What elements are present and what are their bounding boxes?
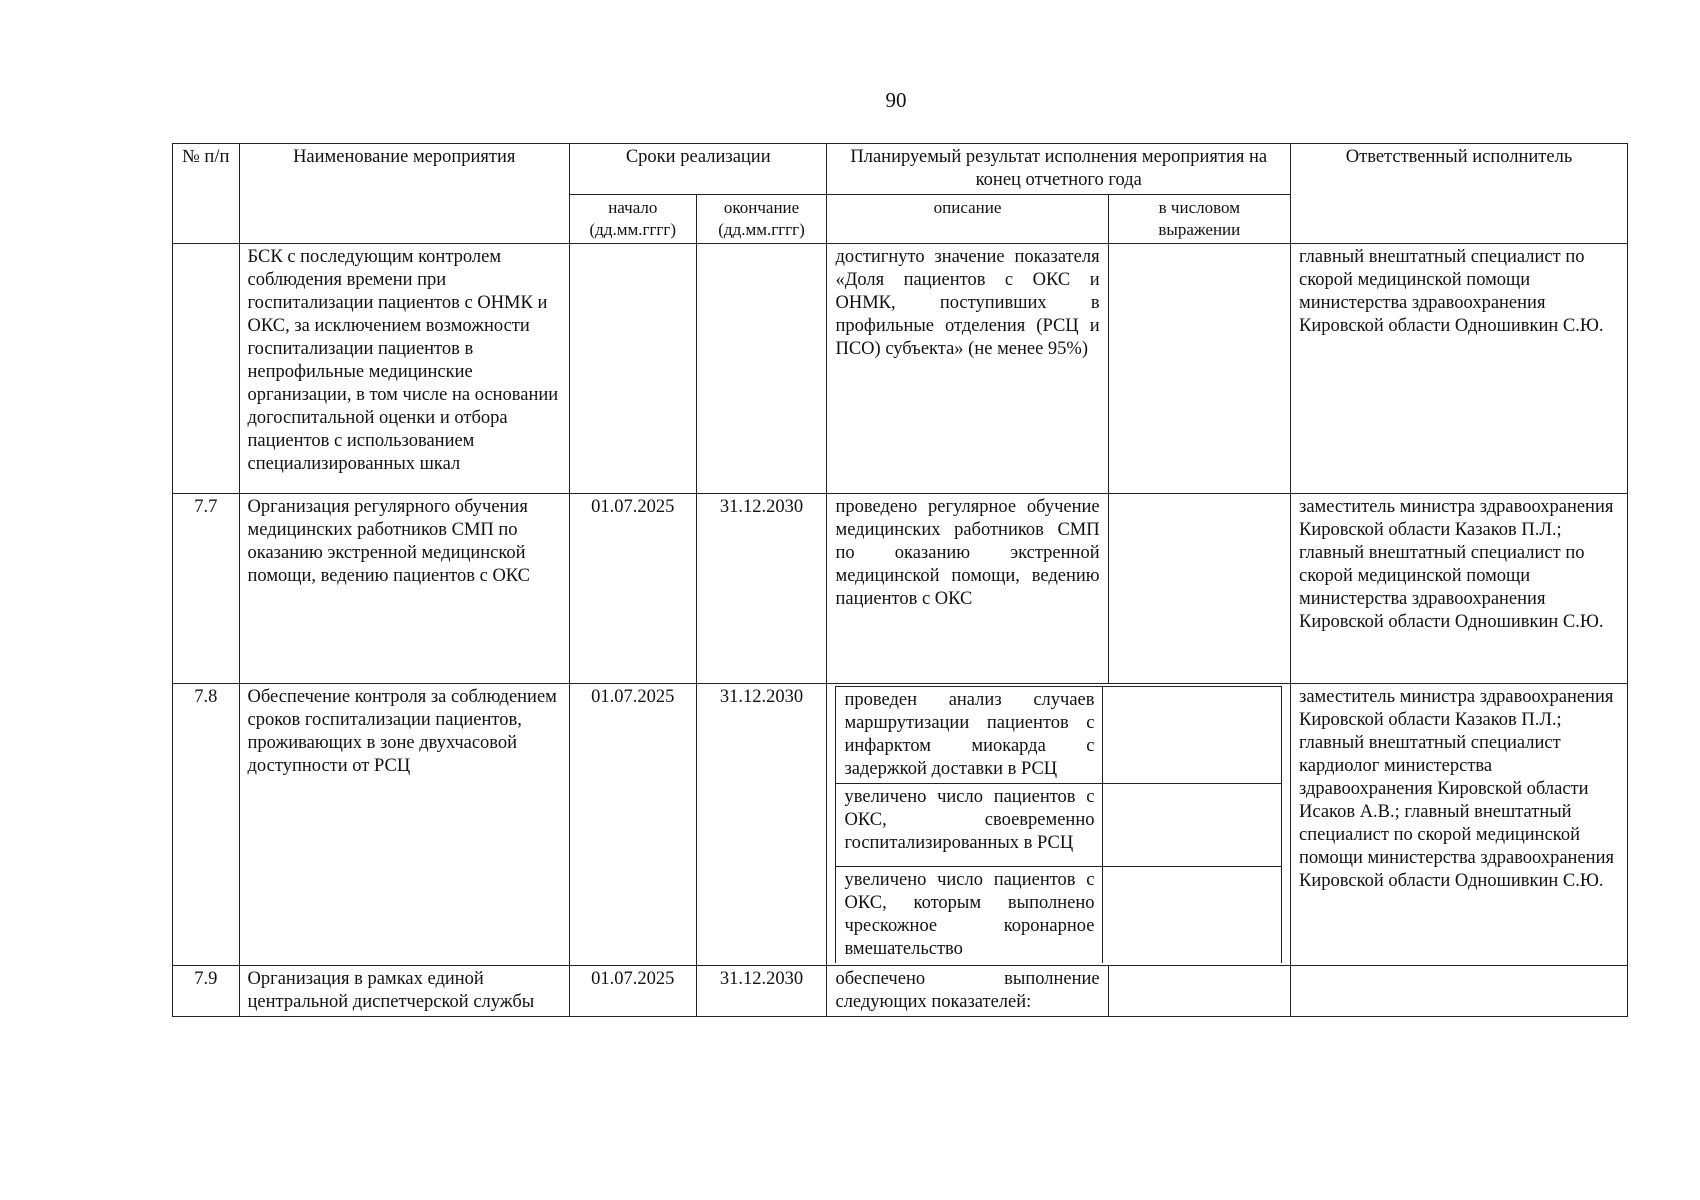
action-plan-table <box>172 143 1628 1017</box>
result-subrow <box>836 784 1282 867</box>
row-result-desc: достигнуто значение показателя «Доля пациентов с ОКС и ОНМК, поступивших в профильные отделения (РСЦ и ПСО) субъекта» (не менее 95%) <box>827 244 1108 494</box>
row-result-value <box>1103 784 1282 867</box>
table-row <box>173 684 1628 966</box>
row-result-value <box>1108 244 1290 494</box>
header-num: № п/п <box>173 144 240 244</box>
header-name: Наименование мероприятия <box>239 144 569 244</box>
row-end <box>696 244 827 494</box>
header-value: в числовом выражении <box>1108 195 1290 244</box>
header-start: начало (дд.мм.гггг) <box>569 195 696 244</box>
row-name: Организация в рамках единой центральной диспетчерской службы <box>239 966 569 1017</box>
header-terms: Сроки реализации <box>569 144 827 195</box>
row-result-desc: увеличено число пациентов с ОКС, которым выполнено чрескожное коронарное вмешательство <box>836 867 1103 964</box>
table-row <box>173 966 1628 1017</box>
page-number: 90 <box>885 88 907 112</box>
row-result-desc: увеличено число пациентов с ОКС, своевременно госпитализированных в РСЦ <box>836 784 1103 867</box>
row-result-desc: проведено регулярное обучение медицинских работников СМП по оказанию экстренной медицинской помощи, ведению пациентов с ОКС <box>827 494 1108 684</box>
row-end: 31.12.2030 <box>696 494 827 684</box>
header-result: Планируемый результат исполнения мероприятия на конец отчетного года <box>827 144 1291 195</box>
row-start <box>569 244 696 494</box>
table-row <box>173 494 1628 684</box>
results-subtable <box>835 686 1282 963</box>
row-result-desc: проведен анализ случаев маршрутизации пациентов с инфарктом миокарда с задержкой доставки в РСЦ <box>836 687 1103 784</box>
header-desc: описание <box>827 195 1108 244</box>
row-responsible <box>1291 966 1628 1017</box>
row-end: 31.12.2030 <box>696 684 827 966</box>
row-result-value <box>1108 494 1290 684</box>
row-name: БСК с последующим контролем соблюдения времени при госпитализации пациентов с ОНМК и ОКС, за исключением возможности госпитализации пациентов в непрофильные медицинские организации, в том числе на основании догоспитальной оценки и отбора пациентов с использованием специализированных шкал <box>239 244 569 494</box>
row-result-desc: обеспечено выполнение следующих показателей: <box>827 966 1108 1017</box>
row-end: 31.12.2030 <box>696 966 827 1017</box>
row-results-group <box>827 684 1291 966</box>
row-start: 01.07.2025 <box>569 684 696 966</box>
row-name: Организация регулярного обучения медицинских работников СМП по оказанию экстренной медицинской помощи, ведению пациентов с ОКС <box>239 494 569 684</box>
header-row-1 <box>173 144 1628 195</box>
row-responsible: заместитель министра здравоохранения Кировской области Казаков П.Л.; главный внештатный специалист по скорой медицинской помощи министерства здравоохранения Кировской области Одношивкин С.Ю. <box>1291 494 1628 684</box>
header-end: окончание (дд.мм.гггг) <box>696 195 827 244</box>
row-start: 01.07.2025 <box>569 966 696 1017</box>
header-responsible: Ответственный исполнитель <box>1291 144 1628 244</box>
row-result-value <box>1103 867 1282 964</box>
row-num <box>173 244 240 494</box>
row-result-value <box>1103 687 1282 784</box>
table-row <box>173 244 1628 494</box>
row-num: 7.8 <box>173 684 240 966</box>
row-result-value <box>1108 966 1290 1017</box>
result-subrow <box>836 867 1282 964</box>
row-start: 01.07.2025 <box>569 494 696 684</box>
row-responsible: главный внештатный специалист по скорой медицинской помощи министерства здравоохранения Кировской области Одношивкин С.Ю. <box>1291 244 1628 494</box>
result-subrow <box>836 687 1282 784</box>
row-name: Обеспечение контроля за соблюдением сроков госпитализации пациентов, проживающих в зоне двухчасовой доступности от РСЦ <box>239 684 569 966</box>
row-num: 7.7 <box>173 494 240 684</box>
row-responsible: заместитель министра здравоохранения Кировской области Казаков П.Л.; главный внештатный специалист кардиолог министерства здравоохранения Кировской области Исаков А.В.; главный внештатный специалист по скорой медицинской помощи министерства здравоохранения Кировской области Одношивкин С.Ю. <box>1291 684 1628 966</box>
row-num: 7.9 <box>173 966 240 1017</box>
